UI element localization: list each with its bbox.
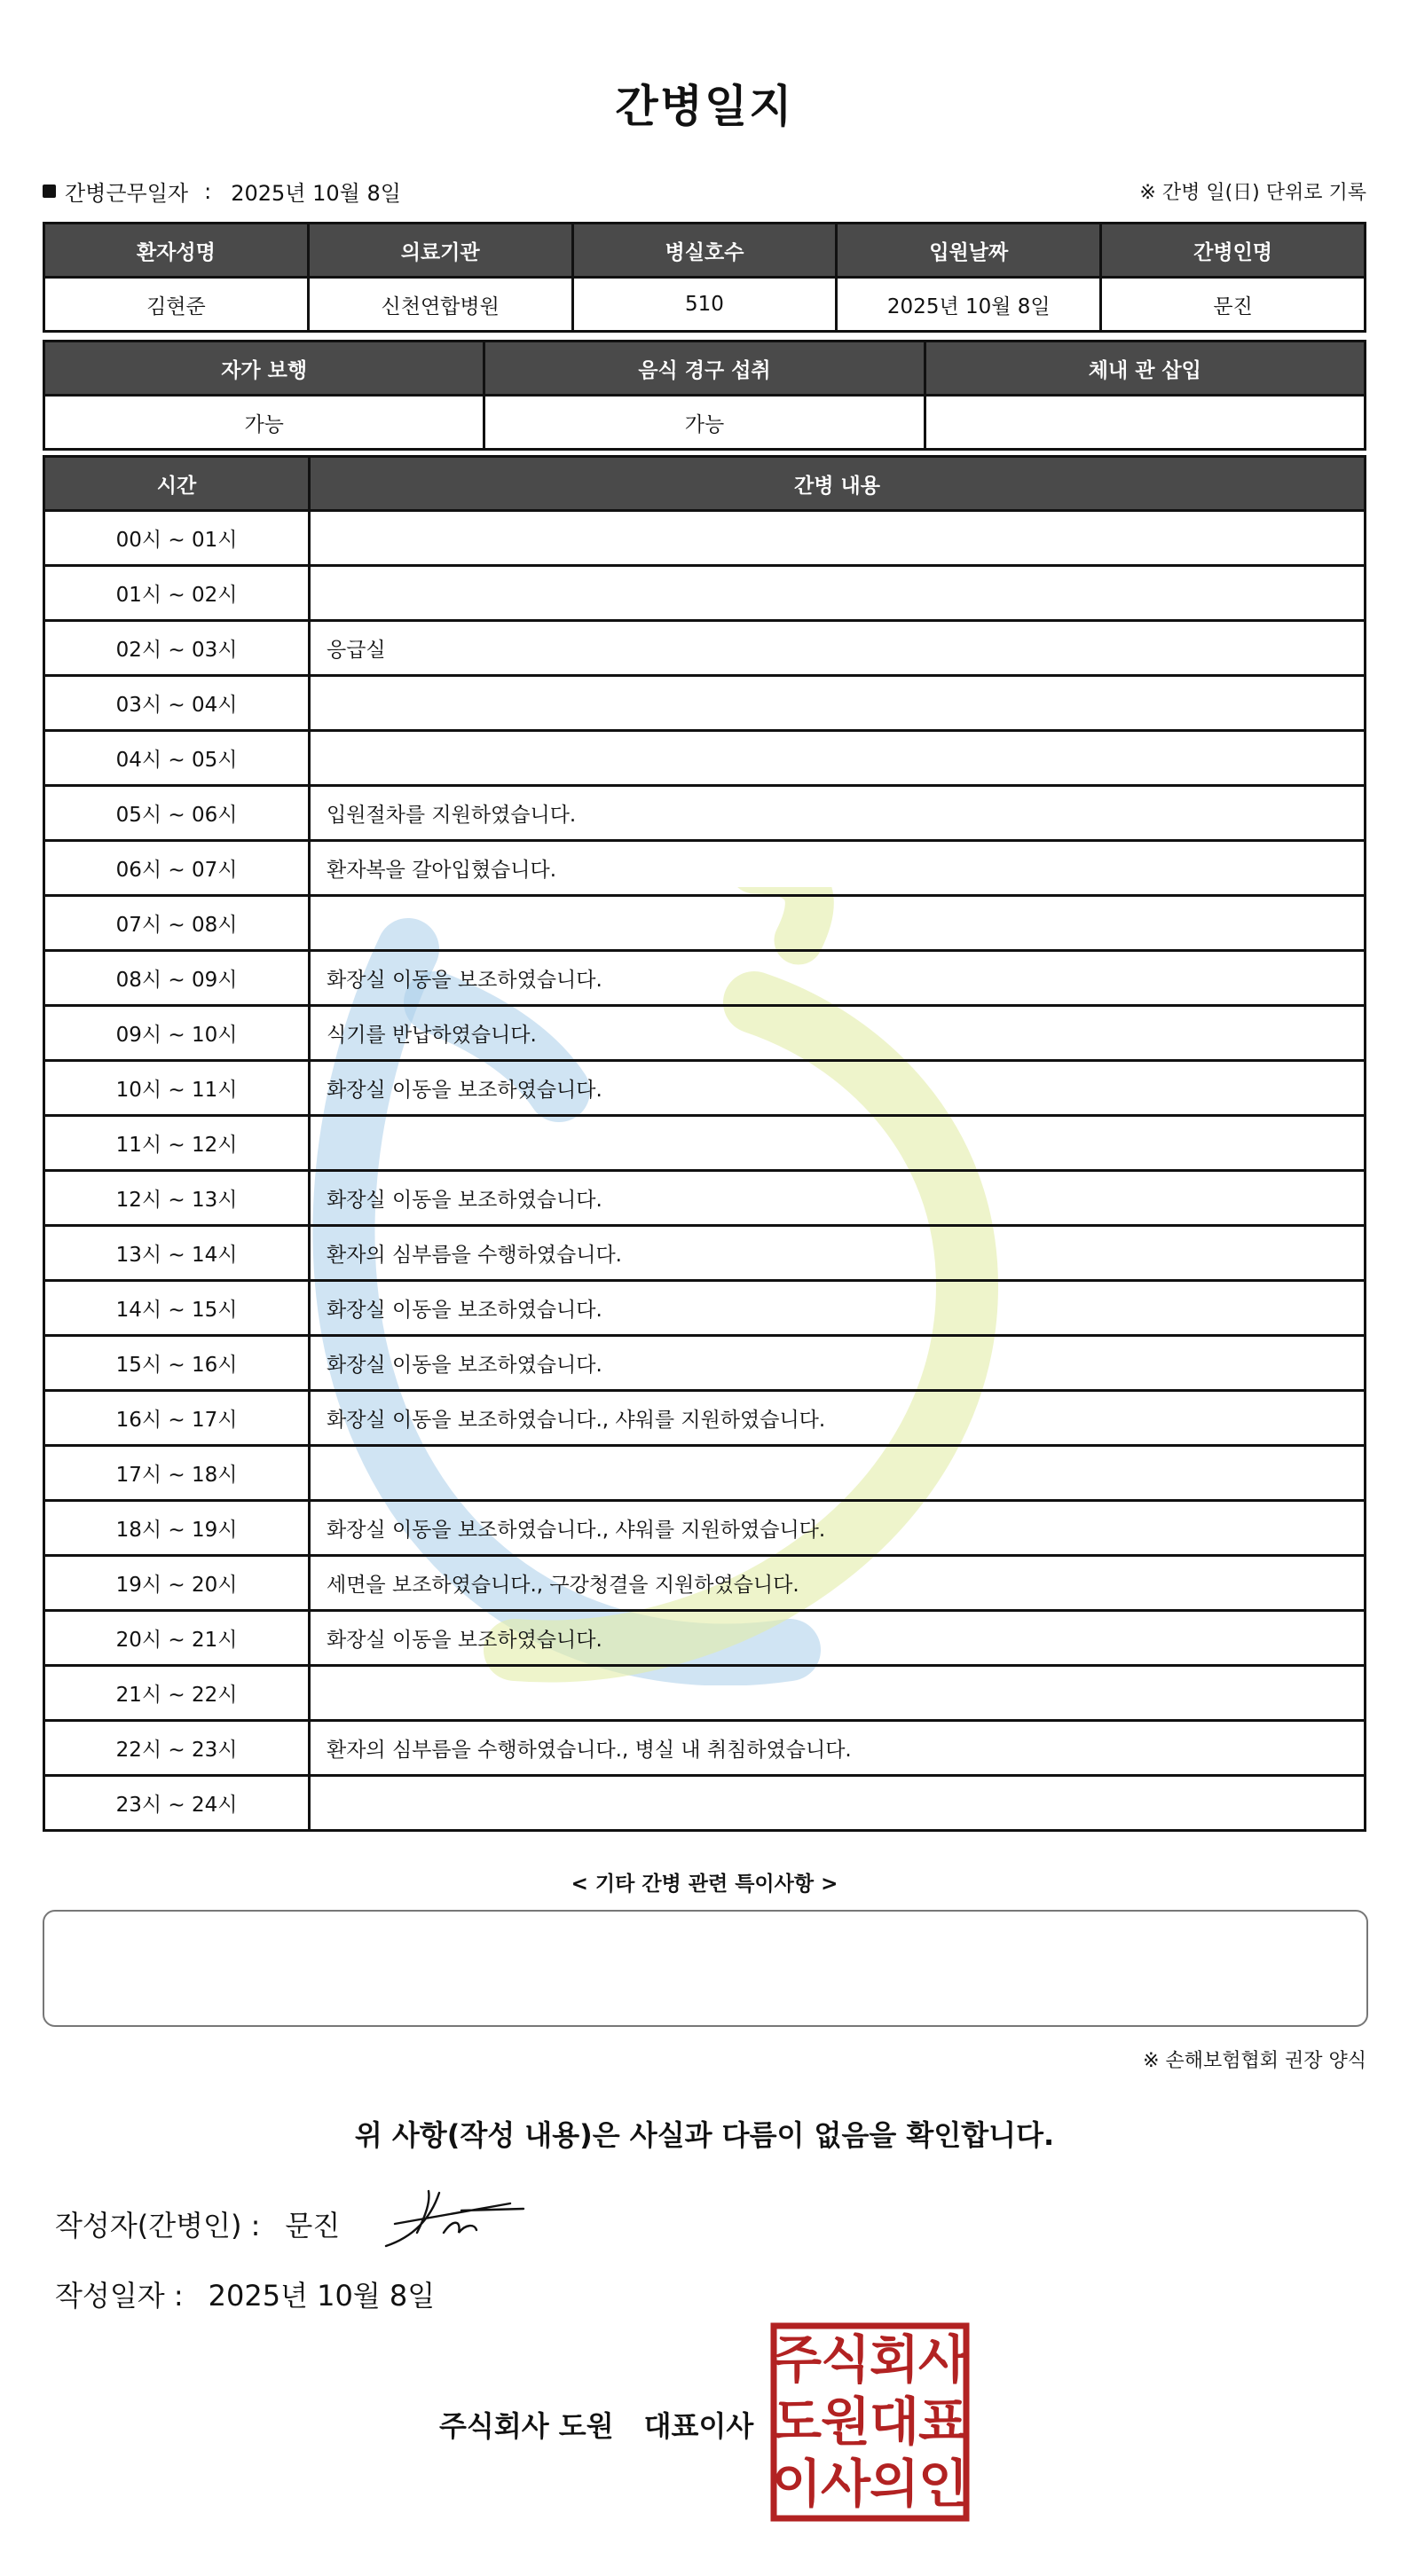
seal-char: 대 xyxy=(869,2391,920,2452)
log-time-cell: 11시 ~ 12시 xyxy=(44,1116,310,1171)
log-content-cell: 화장실 이동을 보조하였습니다. xyxy=(310,1171,1366,1226)
work-date-line xyxy=(43,176,401,207)
log-time-cell: 21시 ~ 22시 xyxy=(44,1666,310,1721)
log-time-cell: 12시 ~ 13시 xyxy=(44,1171,310,1226)
seal-char: 회 xyxy=(869,2329,920,2390)
value-room-number: 510 xyxy=(572,278,837,332)
log-content-cell xyxy=(310,1776,1366,1831)
patient-status-table xyxy=(43,340,1366,451)
seal-char: 표 xyxy=(917,2391,969,2452)
log-time-cell: 22시 ~ 23시 xyxy=(44,1721,310,1776)
log-row xyxy=(44,1281,1366,1336)
signature-icon xyxy=(377,2184,528,2264)
log-time-cell: 08시 ~ 09시 xyxy=(44,951,310,1006)
log-content-cell xyxy=(310,896,1366,951)
log-row xyxy=(44,1391,1366,1446)
log-time-cell: 03시 ~ 04시 xyxy=(44,676,310,731)
patient-info-table xyxy=(43,222,1366,333)
patient-info-value-row xyxy=(44,278,1366,332)
log-content-cell: 환자복을 갈아입혔습니다. xyxy=(310,841,1366,896)
value-self-walking: 가능 xyxy=(44,396,484,450)
log-row xyxy=(44,841,1366,896)
header-caregiver-name: 간병인명 xyxy=(1101,224,1366,278)
log-row xyxy=(44,511,1366,566)
written-date-label: 작성일자 : xyxy=(55,2279,184,2313)
log-row xyxy=(44,1226,1366,1281)
special-notes-label: < 기타 간병 관련 특이사항 > xyxy=(571,1873,838,1896)
log-content-cell: 화장실 이동을 보조하였습니다. xyxy=(310,1281,1366,1336)
log-time-cell: 05시 ~ 06시 xyxy=(44,786,310,841)
log-content-cell: 응급실 xyxy=(310,621,1366,676)
recommend-note: ※ 손해보험협회 권장 양식 xyxy=(1143,2050,1366,2072)
log-row xyxy=(44,1721,1366,1776)
seal-char: 식 xyxy=(820,2329,871,2390)
log-row xyxy=(44,731,1366,786)
log-content-cell xyxy=(310,731,1366,786)
log-content-cell xyxy=(310,1446,1366,1501)
log-content-cell: 화장실 이동을 보조하였습니다. xyxy=(310,1336,1366,1391)
seal-char: 의 xyxy=(869,2454,920,2514)
log-time-cell: 23시 ~ 24시 xyxy=(44,1776,310,1831)
header-admission-date: 입원날짜 xyxy=(837,224,1101,278)
log-content-cell xyxy=(310,676,1366,731)
log-time-cell: 18시 ~ 19시 xyxy=(44,1501,310,1556)
writer-label: 작성자(간병인) : xyxy=(55,2209,261,2242)
log-content-cell: 환자의 심부름을 수행하였습니다., 병실 내 취침하였습니다. xyxy=(310,1721,1366,1776)
header-tube-insertion: 체내 관 삽입 xyxy=(925,342,1365,396)
log-row xyxy=(44,1446,1366,1501)
log-time-cell: 10시 ~ 11시 xyxy=(44,1061,310,1116)
header-oral-intake: 음식 경구 섭취 xyxy=(484,342,925,396)
log-time-cell: 02시 ~ 03시 xyxy=(44,621,310,676)
log-content-cell xyxy=(310,566,1366,621)
log-content-cell xyxy=(310,1116,1366,1171)
log-time-cell: 04시 ~ 05시 xyxy=(44,731,310,786)
log-content-cell xyxy=(310,1666,1366,1721)
writer-line xyxy=(55,2203,340,2244)
company-name: 주식회사 도원 xyxy=(439,2409,614,2443)
log-row xyxy=(44,1171,1366,1226)
seal-char: 사 xyxy=(917,2329,969,2390)
written-date-line xyxy=(55,2274,435,2314)
seal-char: 도 xyxy=(771,2391,823,2452)
log-content-cell: 화장실 이동을 보조하였습니다. xyxy=(310,1061,1366,1116)
log-row xyxy=(44,1776,1366,1831)
value-oral-intake: 가능 xyxy=(484,396,925,450)
seal-char: 원 xyxy=(820,2391,871,2452)
log-content-cell: 환자의 심부름을 수행하였습니다. xyxy=(310,1226,1366,1281)
header-room-number: 병실호수 xyxy=(572,224,837,278)
log-content-cell: 화장실 이동을 보조하였습니다. xyxy=(310,951,1366,1006)
written-date-value: 2025년 10월 8일 xyxy=(208,2279,436,2313)
log-row xyxy=(44,1061,1366,1116)
work-date-label: 간병근무일자 xyxy=(65,181,189,206)
header-time: 시간 xyxy=(44,457,310,511)
header-hospital: 의료기관 xyxy=(308,224,572,278)
log-row xyxy=(44,1501,1366,1556)
log-content-cell: 식기를 반납하였습니다. xyxy=(310,1006,1366,1061)
value-hospital: 신천연합병원 xyxy=(308,278,572,332)
value-patient-name: 김현준 xyxy=(44,278,309,332)
log-row xyxy=(44,1006,1366,1061)
unit-note: ※ 간병 일(日) 단위로 기록 xyxy=(1139,182,1366,204)
header-care-content: 간병 내용 xyxy=(310,457,1366,511)
log-row xyxy=(44,621,1366,676)
company-signature-line xyxy=(439,2404,753,2445)
value-tube-insertion xyxy=(925,396,1365,450)
work-date-separator: : xyxy=(204,178,212,204)
special-notes-box xyxy=(43,1910,1368,2027)
log-row xyxy=(44,896,1366,951)
log-row xyxy=(44,566,1366,621)
log-time-cell: 01시 ~ 02시 xyxy=(44,566,310,621)
log-row xyxy=(44,1611,1366,1666)
header-patient-name: 환자성명 xyxy=(44,224,309,278)
log-time-cell: 16시 ~ 17시 xyxy=(44,1391,310,1446)
log-time-cell: 19시 ~ 20시 xyxy=(44,1556,310,1611)
log-time-cell: 06시 ~ 07시 xyxy=(44,841,310,896)
log-row xyxy=(44,1556,1366,1611)
patient-status-header-row xyxy=(44,342,1366,396)
log-time-cell: 09시 ~ 10시 xyxy=(44,1006,310,1061)
log-content-cell: 화장실 이동을 보조하였습니다., 샤워를 지원하였습니다. xyxy=(310,1501,1366,1556)
work-date-value: 2025년 10월 8일 xyxy=(231,181,401,206)
header-self-walking: 자가 보행 xyxy=(44,342,484,396)
log-content-cell xyxy=(310,511,1366,566)
log-time-cell: 13시 ~ 14시 xyxy=(44,1226,310,1281)
seal-char: 인 xyxy=(917,2454,969,2514)
value-caregiver-name: 문진 xyxy=(1101,278,1366,332)
log-time-cell: 17시 ~ 18시 xyxy=(44,1446,310,1501)
log-content-cell: 세면을 보조하였습니다., 구강청결을 지원하였습니다. xyxy=(310,1556,1366,1611)
log-content-cell: 화장실 이동을 보조하였습니다. xyxy=(310,1611,1366,1666)
value-admission-date: 2025년 10월 8일 xyxy=(837,278,1101,332)
log-time-cell: 00시 ~ 01시 xyxy=(44,511,310,566)
seal-char: 이 xyxy=(771,2454,823,2514)
patient-info-header-row xyxy=(44,224,1366,278)
log-time-cell: 14시 ~ 15시 xyxy=(44,1281,310,1336)
log-content-cell: 화장실 이동을 보조하였습니다., 샤워를 지원하였습니다. xyxy=(310,1391,1366,1446)
log-row xyxy=(44,1116,1366,1171)
company-title: 대표이사 xyxy=(643,2409,754,2443)
log-time-cell: 20시 ~ 21시 xyxy=(44,1611,310,1666)
seal-char: 주 xyxy=(771,2329,823,2390)
log-row xyxy=(44,786,1366,841)
log-time-cell: 15시 ~ 16시 xyxy=(44,1336,310,1391)
log-row xyxy=(44,1666,1366,1721)
log-time-cell: 07시 ~ 08시 xyxy=(44,896,310,951)
bullet-square-icon xyxy=(43,185,56,198)
hourly-log-table xyxy=(43,455,1366,1832)
log-content-cell: 입원절차를 지원하였습니다. xyxy=(310,786,1366,841)
hourly-log-header-row xyxy=(44,457,1366,511)
log-row xyxy=(44,1336,1366,1391)
company-seal-icon xyxy=(770,2322,970,2522)
confirmation-statement: 위 사항(작성 내용)은 사실과 다름이 없음을 확인합니다. xyxy=(354,2118,1055,2152)
seal-char: 사 xyxy=(820,2454,871,2514)
writer-name: 문진 xyxy=(285,2209,341,2242)
page-title: 간병일지 xyxy=(615,81,794,132)
log-row xyxy=(44,676,1366,731)
patient-status-value-row xyxy=(44,396,1366,450)
log-row xyxy=(44,951,1366,1006)
